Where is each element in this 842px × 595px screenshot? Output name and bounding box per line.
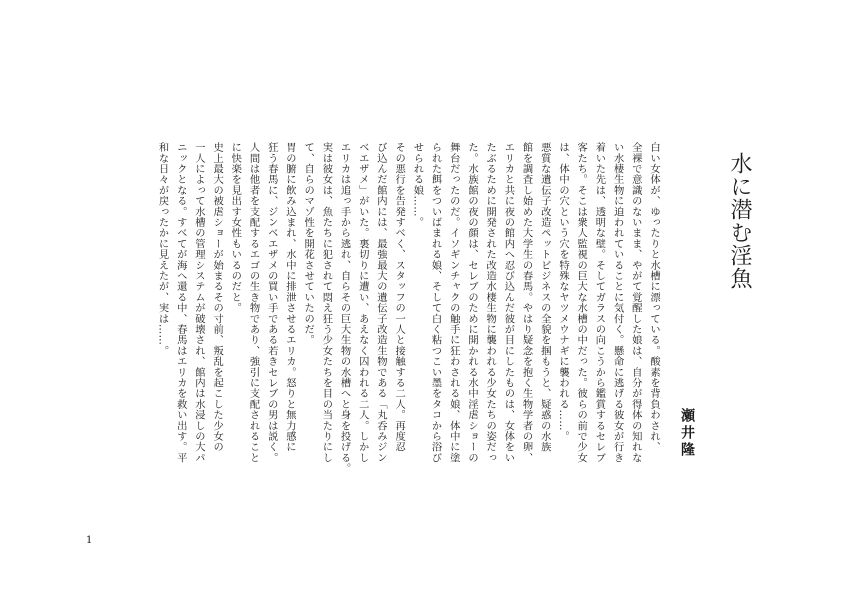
document-title: 水に潜む淫魚 — [727, 152, 752, 290]
paragraph: 悪質な遺伝子改造ペットビジネスの全貌を掴もうと、疑惑の水族 館を調査し始めた大学生の春馬。やはり疑念を抱く生物学者の卵、 エリカと共に夜の館内へ忍び込んだ彼が目にしたものは、女体をい たぶるために開発された改造水棲生物に襲われる少女たちの姿だっ た。水族館の夜の顔は、セレブのために開かれる水中淫虐ショーの 舞台だったのだ。イソギンチャクの触手に狂わされる娘、体中に塗 られた餌をついばまれる娘、そして白く粘つこい墨をタコから浴び せられる娘……。 — [411, 142, 551, 463]
author-name: 瀬井隆 — [679, 408, 695, 459]
paragraph: 白い女体が、ゆったりと水槽に漂っている。酸素を背負わされ、 全裸で意識のないまま、やがて覚醒した娘は、自分が得体の知れな い水棲生物に迫われていることに気付く。懸命に逃げる彼女が行き 着いた先は、透明な壁。そしてガラスの向こうから鑑賞するセレブ 客たち。そこは衆人監視の巨大な水槽の中だった。彼らの前で少女 は、体中の穴という穴を特殊なヤツメウナギに襲われる……。 — [556, 142, 660, 463]
paragraph: 胃の腑に飲み込まれ、水中に排泄させるエリカ。怒りと無力感に 狂う春馬に、ジンベエザメの買い手である若きセレブの男は説く。 人間は他者を支配するエゴの生き物であり、強引に支配されること に快楽を見出す女性もいるのだと。 — [229, 142, 296, 463]
page-number: 1 — [86, 535, 93, 546]
synopsis-body — [153, 142, 663, 474]
paragraph: その悪行を告発すべく、スタッフの一人と接触する二人。再度忍 び込んだ館内には、最強最大の遺伝子改造生物である「丸呑みジン ベエザメ」がいた。裏切りに遭い、あえなく囚われる二人。しかし エリカは追っ手から逃れ、自らその巨大生物の水槽へと身を投げる。 実は彼女は、魚たちに犯されて悶え狂う少女たちを目の当たりにし て、自らのマゾ性を開花させていたのだ。 — [302, 142, 406, 474]
paragraph: 史上最大の被虐ショーが始まるその寸前、叛乱を起こした少女の 一人によって水槽の管理システムが破壊され、館内は水浸しの大パ ニックとなる。すべてが海へ還る中、春馬はエリカを救い出す。平 和な日々が戻ったかに見えたが、実は……。 — [156, 142, 224, 463]
